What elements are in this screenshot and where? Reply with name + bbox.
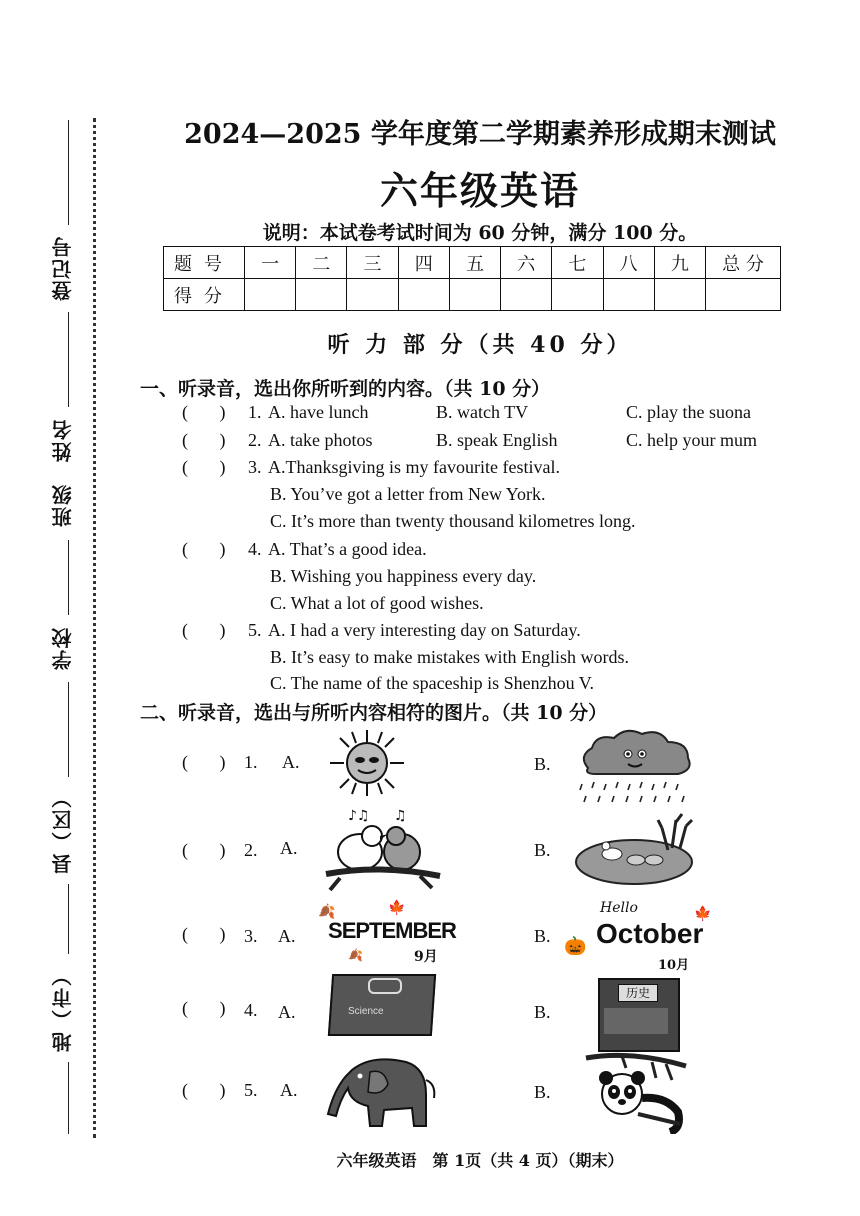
score-col-total: 总 分: [706, 247, 781, 279]
option-a: A. That’s a good idea.: [268, 539, 427, 559]
option-c: C. help your mum: [626, 430, 757, 450]
answer-paren[interactable]: ( ): [182, 457, 226, 477]
part2-title: 二、听录音，选出与所听内容相符的图片。（共 10 分）: [140, 702, 608, 724]
october-sub: 10月: [658, 958, 690, 973]
history-book-label: 历史: [618, 984, 658, 1002]
option-b: B.: [534, 1082, 551, 1102]
score-cell[interactable]: [245, 279, 296, 311]
option-b: B.: [534, 840, 551, 860]
school-label: 学校: [51, 626, 75, 670]
september-sub: 9月: [414, 949, 438, 965]
option-b: B.: [534, 1002, 551, 1022]
option-b: B. Wishing you happiness every day.: [270, 566, 537, 586]
reg-label: 登记号: [51, 235, 75, 301]
answer-paren[interactable]: ( ): [182, 752, 226, 772]
leaf-icon: 🍂: [348, 948, 363, 962]
score-cell[interactable]: [706, 279, 781, 311]
answer-paren[interactable]: ( ): [182, 539, 226, 559]
score-cell[interactable]: [552, 279, 603, 311]
exam-title: 2024—2025 学年度第二学期素养形成期末测试: [184, 119, 776, 150]
science-book-label: Science: [348, 1006, 384, 1017]
science-book-icon: [324, 972, 438, 1034]
answer-paren[interactable]: ( ): [182, 924, 226, 944]
leaf-icon: 🍂: [318, 904, 336, 920]
score-cell[interactable]: [398, 279, 449, 311]
answer-paren[interactable]: ( ): [182, 840, 226, 860]
score-col-4: 四: [398, 247, 449, 279]
answer-paren[interactable]: ( ): [182, 402, 226, 422]
question-number: 3.: [244, 926, 258, 946]
score-col-7: 七: [552, 247, 603, 279]
question-number: 1.: [244, 752, 258, 772]
answer-paren[interactable]: ( ): [182, 998, 226, 1018]
score-table-row-label: 题号: [164, 247, 245, 279]
option-c: C. It’s more than twenty thousand kilometres long.: [270, 511, 636, 531]
city-label: 地（市）: [51, 964, 75, 1052]
sun-icon: [322, 728, 412, 798]
score-cell[interactable]: [654, 279, 705, 311]
option-b: B. You’ve got a letter from New York.: [270, 484, 546, 504]
option-a: A.: [282, 752, 300, 772]
pond-ducks-icon: [572, 810, 700, 890]
option-c: C. play the suona: [626, 402, 751, 422]
score-col-9: 九: [654, 247, 705, 279]
option-a: A.: [278, 1002, 296, 1022]
option-a: A.: [280, 838, 298, 858]
option-b: B. watch TV: [436, 402, 529, 422]
score-table: [163, 246, 781, 311]
score-table-score-row: [164, 279, 781, 311]
score-col-3: 三: [347, 247, 398, 279]
county-label: 县（区）: [51, 786, 75, 874]
history-book-icon: [596, 978, 680, 1052]
october-hello: Hello: [600, 900, 638, 916]
score-table-header-row: [164, 247, 781, 279]
question-number: 5.: [248, 620, 262, 640]
question-number: 2.: [244, 840, 258, 860]
option-b: B.: [534, 754, 551, 774]
name-label: 姓名: [51, 418, 75, 462]
elephant-icon: [322, 1050, 444, 1134]
october-text: October: [596, 918, 704, 949]
leaf-icon: 🍁: [694, 906, 712, 922]
leaf-icon: 🍁: [388, 900, 406, 916]
rain-cloud-icon: [574, 726, 698, 808]
answer-paren[interactable]: ( ): [182, 1080, 226, 1100]
svg-text:♫: ♫: [394, 808, 407, 824]
county-line: [68, 884, 69, 954]
score-cell[interactable]: [603, 279, 654, 311]
class-label: 班级: [51, 483, 75, 527]
option-a: A.: [280, 1080, 298, 1100]
exam-note: 说明：本试卷考试时间为 60 分钟，满分 100 分。: [262, 222, 698, 244]
question-number: 4.: [244, 1000, 258, 1020]
option-c: C. The name of the spaceship is Shenzhou V.: [270, 673, 594, 693]
option-b: B. speak English: [436, 430, 558, 450]
school-line: [68, 682, 69, 777]
part1-title: 一、听录音，选出你所听到的内容。（共 10 分）: [140, 378, 551, 400]
exam-subject: 六年级英语: [379, 168, 580, 213]
option-a: A.: [278, 926, 296, 946]
option-a: A.Thanksgiving is my favourite festival.: [268, 457, 560, 477]
class-line: [68, 540, 69, 615]
question-number: 5.: [244, 1080, 258, 1100]
svg-text:♪♫: ♪♫: [348, 808, 370, 824]
listening-section-title: 听 力 部 分（共 40 分）: [327, 332, 633, 358]
score-cell[interactable]: [296, 279, 347, 311]
score-row-label: 得分: [164, 279, 245, 311]
answer-paren[interactable]: ( ): [182, 620, 226, 640]
october-picture: [564, 900, 730, 976]
question-number: 4.: [248, 539, 262, 559]
score-col-2: 二: [296, 247, 347, 279]
name-line: [68, 312, 69, 407]
option-b: B. It’s easy to make mistakes with English words.: [270, 647, 629, 667]
option-a: A. I had a very interesting day on Saturday.: [268, 620, 581, 640]
question-number: 3.: [248, 457, 262, 477]
page-footer: 六年级英语 第 1页（共 4 页）（期末）: [336, 1151, 624, 1170]
reg-line: [68, 120, 69, 225]
score-cell[interactable]: [501, 279, 552, 311]
score-cell[interactable]: [347, 279, 398, 311]
score-col-1: 一: [245, 247, 296, 279]
city-line: [68, 1062, 69, 1134]
score-cell[interactable]: [449, 279, 500, 311]
september-picture: [318, 900, 466, 972]
panda-icon: [582, 1052, 690, 1134]
score-col-5: 五: [449, 247, 500, 279]
option-a: A. have lunch: [268, 402, 369, 422]
singing-birds-icon: [320, 806, 446, 892]
question-number: 1.: [248, 402, 262, 422]
question-number: 2.: [248, 430, 262, 450]
cut-line: [93, 118, 96, 1138]
option-b: B.: [534, 926, 551, 946]
option-c: C. What a lot of good wishes.: [270, 593, 484, 613]
september-text: SEPTEMBER: [328, 918, 456, 943]
score-col-6: 六: [501, 247, 552, 279]
score-col-8: 八: [603, 247, 654, 279]
option-a: A. take photos: [268, 430, 373, 450]
binding-strip: [0, 0, 110, 1216]
answer-paren[interactable]: ( ): [182, 430, 226, 450]
pumpkin-icon: 🎃: [564, 936, 587, 957]
